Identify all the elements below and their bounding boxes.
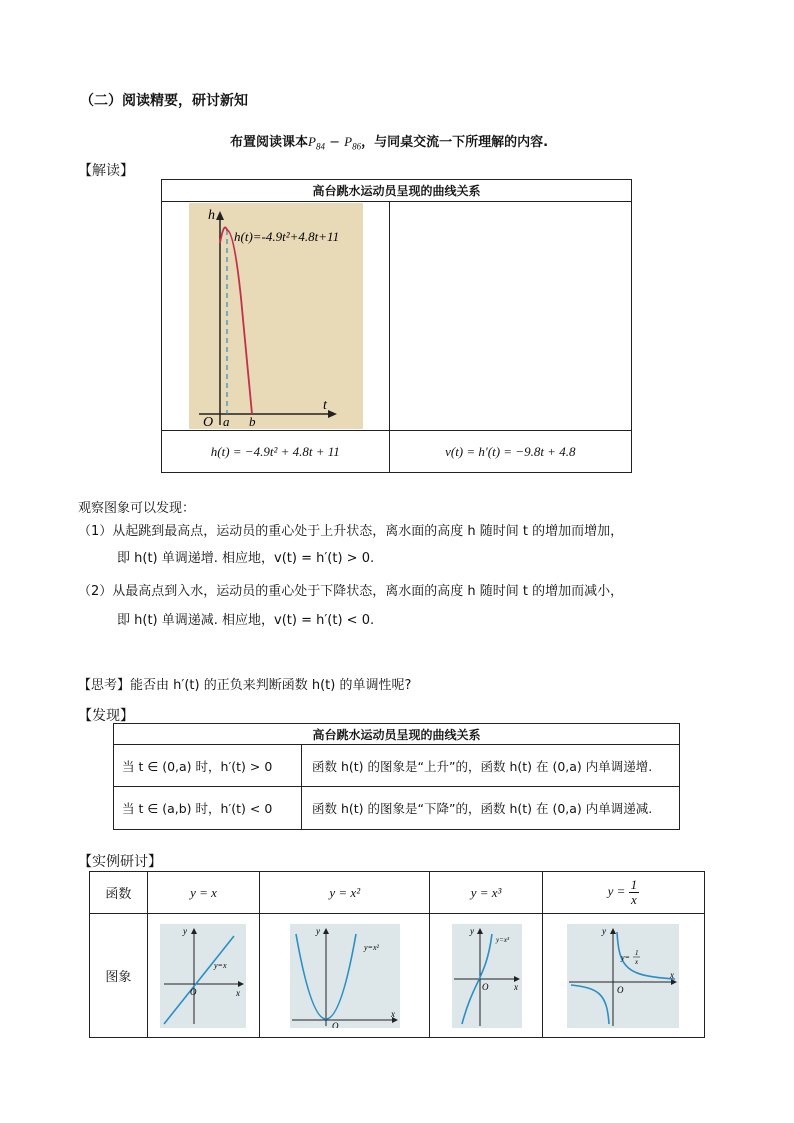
point-a-label: a bbox=[223, 414, 230, 429]
table-row bbox=[114, 787, 680, 830]
diving-table bbox=[161, 179, 632, 473]
page-end: $P_{86}$ bbox=[344, 134, 362, 152]
svg-text:y: y bbox=[601, 926, 606, 936]
examples-table bbox=[89, 871, 705, 1038]
discovery-table-header: 高台跳水运动员呈现的曲线关系 bbox=[114, 724, 680, 745]
think-question: 【思考】能否由 h′(t) 的正负来判断函数 h(t) 的单调性呢? bbox=[78, 678, 412, 693]
func-y-recip: y = $\frac{1}{x}$ bbox=[542, 872, 704, 914]
svg-text:O: O bbox=[332, 1021, 339, 1028]
label-faxian: 【发现】 bbox=[78, 708, 134, 724]
svg-text:y: y bbox=[470, 926, 475, 936]
svg-text:1: 1 bbox=[634, 949, 639, 957]
diving-graph bbox=[189, 203, 363, 429]
label-jiedu: 【解读】 bbox=[78, 163, 134, 179]
instruction-prefix: 布置阅读课本 bbox=[230, 135, 309, 150]
observe-intro: 观察图象可以发现： bbox=[78, 501, 196, 516]
observe-p1-line1: （1）从起跳到最高点，运动员的重心处于上升状态，离水面的高度 h 随时间 t 的增加而增加， bbox=[78, 524, 624, 539]
empty-cell bbox=[389, 202, 631, 431]
func-row-label: 函数 bbox=[90, 872, 148, 914]
svg-text:x: x bbox=[235, 988, 240, 998]
observe-p2-line2: 即 h(t) 单调递减. 相应地，v(t) = h′(t) < 0. bbox=[117, 613, 375, 628]
graph-row-label: 图象 bbox=[90, 914, 148, 1038]
label-shili: 【实例研讨】 bbox=[78, 854, 162, 870]
plot-cube bbox=[452, 924, 522, 1028]
func-y-x3: y = x³ bbox=[430, 872, 542, 914]
graph-cell bbox=[430, 914, 542, 1038]
observe-p1-line2: 即 h(t) 单调递增. 相应地，v(t) = h′(t) > 0. bbox=[117, 551, 375, 566]
diving-table-header: 高台跳水运动员呈现的曲线关系 bbox=[162, 180, 632, 202]
condition-cell: 当 t ∈ (0,a) 时，h′(t) > 0 bbox=[114, 745, 302, 787]
graph-cell bbox=[260, 914, 430, 1038]
discovery-table bbox=[113, 723, 680, 830]
svg-text:x: x bbox=[391, 1009, 396, 1019]
func-y-x2: y = x² bbox=[260, 872, 430, 914]
svg-text:x: x bbox=[669, 970, 674, 980]
plot-linear bbox=[160, 924, 246, 1028]
origin-label: O bbox=[203, 415, 214, 429]
svg-text:O: O bbox=[189, 987, 197, 997]
axis-label-t: t bbox=[323, 398, 327, 413]
reading-instruction bbox=[230, 131, 548, 152]
graph-cell bbox=[147, 914, 259, 1038]
svg-text:x: x bbox=[634, 958, 638, 966]
axis-label-h: h bbox=[208, 208, 215, 223]
page-start: $P_{84}$ bbox=[308, 134, 325, 152]
svg-text:y=: y= bbox=[620, 953, 630, 962]
svg-text:x: x bbox=[514, 982, 519, 992]
formula-h: h(t) = −4.9t² + 4.8t + 11 bbox=[162, 431, 390, 473]
svg-text:y=x²: y=x² bbox=[364, 943, 380, 952]
result-cell: 函数 h(t) 的图象是“下降”的，函数 h(t) 在 (0,a) 内单调递减. bbox=[302, 787, 680, 830]
photo-cell bbox=[162, 202, 390, 431]
svg-text:O: O bbox=[616, 985, 624, 995]
plot-reciprocal bbox=[567, 924, 679, 1028]
svg-text:y: y bbox=[316, 926, 321, 936]
dash: − bbox=[324, 135, 345, 150]
svg-text:y: y bbox=[182, 926, 187, 936]
formula-v: v(t) = h′(t) = −9.8t + 4.8 bbox=[389, 431, 631, 473]
svg-text:O: O bbox=[482, 982, 489, 992]
curve-formula: h(t)=-4.9t²+4.8t+11 bbox=[234, 229, 340, 244]
section-title: （二）阅读精要，研讨新知 bbox=[80, 93, 248, 109]
svg-text:y=x³: y=x³ bbox=[496, 936, 510, 944]
condition-cell: 当 t ∈ (a,b) 时，h′(t) < 0 bbox=[114, 787, 302, 830]
svg-text:y=x: y=x bbox=[213, 961, 227, 970]
observe-p2-line1: （2）从最高点到入水，运动员的重心处于下降状态，离水面的高度 h 随时间 t 的增加而减小， bbox=[78, 584, 624, 599]
result-cell: 函数 h(t) 的图象是“上升”的，函数 h(t) 在 (0,a) 内单调递增. bbox=[302, 745, 680, 787]
plot-square bbox=[290, 924, 400, 1028]
instruction-suffix: ，与同桌交流一下所理解的内容. bbox=[361, 135, 549, 150]
func-y-x: y = x bbox=[147, 872, 259, 914]
table-row bbox=[114, 745, 680, 787]
point-b-label: b bbox=[249, 414, 256, 429]
graph-cell bbox=[542, 914, 704, 1038]
diving-graph-photo bbox=[189, 203, 363, 429]
